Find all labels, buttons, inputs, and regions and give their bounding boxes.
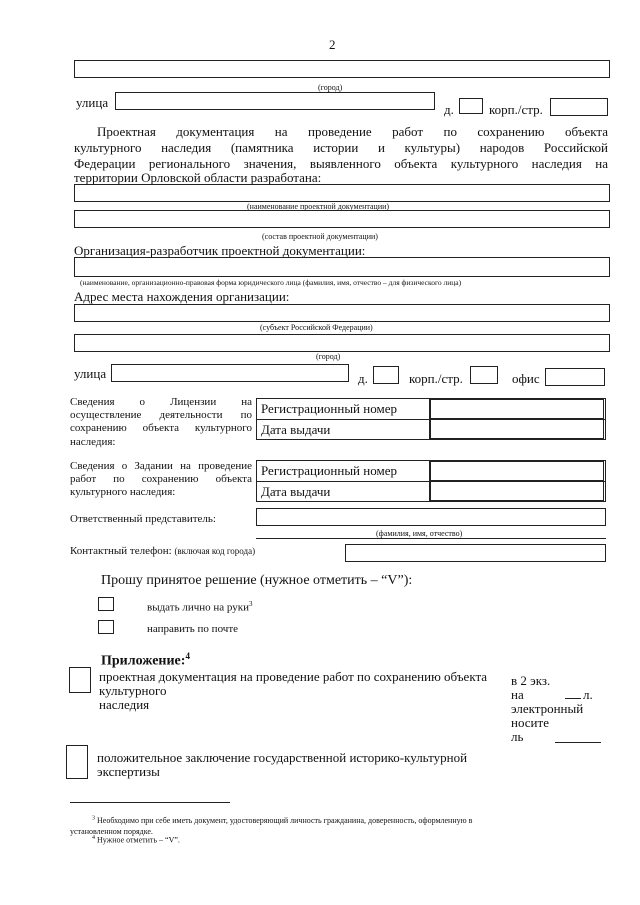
page-number: 2 — [329, 37, 336, 52]
office-field[interactable] — [545, 368, 605, 386]
copies-carrier-end: ль — [511, 729, 524, 744]
house-field[interactable] — [459, 98, 483, 114]
task-line-1: Сведения о Задании на проведение — [70, 460, 252, 472]
intro-line-2: культурного наследия (памятника истории и культуры) народов Российской — [74, 140, 608, 155]
appendix-item1-checkbox[interactable] — [69, 667, 91, 693]
street-label: улица — [76, 95, 109, 110]
city-field[interactable] — [74, 60, 610, 78]
intro-line-3: Федерации регионального значения, выявленного объекта культурного наследия на — [74, 156, 608, 171]
task-line-3: культурного наследия: — [70, 486, 176, 498]
carrier-blank[interactable] — [555, 742, 601, 743]
footnote-4 — [92, 835, 180, 845]
in-person-label — [147, 600, 253, 614]
street-label-2: улица — [74, 366, 107, 381]
copies-sheets: л. — [583, 687, 593, 702]
footnote-3-num: 3 — [92, 815, 95, 821]
house-label: д. — [444, 102, 454, 117]
in-person-text: выдать лично на руки — [147, 601, 250, 614]
appendix-title-text: Приложение: — [101, 653, 186, 669]
license-line-2: осуществление деятельности по — [70, 409, 252, 421]
building-field[interactable] — [550, 98, 608, 116]
intro-line-4: территории Орловской области разработана: — [74, 170, 322, 185]
appendix-item2-checkbox[interactable] — [66, 745, 88, 779]
footnote-4-num: 4 — [92, 835, 95, 841]
appendix-item1-line1: проектная документация на проведение работ по сохранению объекта — [99, 669, 488, 684]
responsible-field[interactable] — [256, 508, 606, 526]
phone-hint: (включая код города) — [174, 546, 256, 556]
developer-field[interactable] — [74, 257, 610, 277]
building-label: корп./стр. — [489, 102, 543, 117]
city-field-2[interactable] — [74, 334, 610, 352]
task-date-label: Дата выдачи — [261, 484, 331, 499]
phone-field[interactable] — [345, 544, 606, 562]
city-caption-2: (город) — [316, 352, 341, 361]
footnote-3 — [70, 813, 590, 837]
intro-line-1: Проектная документация на проведение работ по сохранению объекта — [97, 124, 608, 139]
phone-label — [70, 545, 255, 557]
building-field-2[interactable] — [470, 366, 498, 384]
task-reg-field[interactable] — [430, 461, 604, 481]
appendix-item2-line2: экспертизы — [97, 764, 160, 779]
doc-composition-field[interactable] — [74, 210, 610, 228]
license-reg-field[interactable] — [430, 399, 604, 419]
appendix-item2-line1: положительное заключение государственной историко-культурной — [97, 750, 468, 765]
license-line-3: сохранению объекта культурного — [70, 422, 252, 434]
fio-underline — [256, 538, 606, 539]
appendix-title — [101, 651, 190, 670]
phone-label-text: Контактный телефон: — [70, 545, 172, 557]
license-line-1: Сведения о Лицензии на — [70, 396, 252, 408]
task-date-field[interactable] — [430, 481, 604, 501]
footnote-3-line2: установленном порядке. — [70, 826, 153, 836]
city-caption: (город) — [318, 83, 343, 92]
license-date-label: Дата выдачи — [261, 422, 331, 437]
request-label: Прошу принятое решение (нужное отметить – “V”): — [101, 573, 413, 588]
copies-carrier: носите — [511, 715, 549, 730]
doc-composition-caption: (состав проектной документации) — [262, 232, 378, 241]
task-reg-label: Регистрационный номер — [261, 463, 397, 478]
sheets-blank[interactable] — [565, 698, 581, 699]
street-field-2[interactable] — [111, 364, 349, 382]
house-field-2[interactable] — [373, 366, 399, 384]
street-field[interactable] — [115, 92, 435, 110]
subject-field[interactable] — [74, 304, 610, 322]
in-person-footnote-ref: 3 — [249, 600, 253, 608]
developer-caption: (наименование, организационно-правовая форма юридического лица (фамилия, имя, отчество – для физического лица) — [80, 278, 462, 287]
copies-count: в 2 экз. — [511, 673, 551, 688]
fio-caption: (фамилия, имя, отчество) — [376, 529, 463, 538]
footnote-3-line1: Необходимо при себе иметь документ, удостоверяющий личность гражданина, доверенность, оформленную в — [97, 815, 473, 825]
license-line-4: наследия: — [70, 436, 116, 448]
appendix-item1-line2: культурного — [99, 683, 167, 698]
developer-label: Организация-разработчик проектной документации: — [74, 243, 366, 258]
by-mail-label: направить по почте — [147, 623, 239, 635]
footnote-separator — [70, 802, 230, 803]
appendix-item1-line3: наследия — [99, 697, 150, 712]
copies-on: на — [511, 687, 524, 702]
appendix-footnote-ref: 4 — [185, 651, 190, 661]
doc-name-caption: (наименование проектной документации) — [247, 202, 390, 211]
building-label-2: корп./стр. — [409, 371, 463, 386]
footnote-4-text: Нужное отметить – “V”. — [97, 835, 180, 845]
license-reg-label: Регистрационный номер — [261, 401, 397, 416]
office-label: офис — [512, 371, 540, 386]
license-date-field[interactable] — [430, 419, 604, 439]
doc-name-field[interactable] — [74, 184, 610, 202]
subject-caption: (субъект Российской Федерации) — [260, 323, 373, 332]
in-person-checkbox[interactable] — [98, 597, 114, 611]
responsible-label: Ответственный представитель: — [70, 513, 216, 525]
address-label: Адрес места нахождения организации: — [74, 289, 290, 304]
task-line-2: работ по сохранению объекта — [70, 473, 252, 485]
house-label-2: д. — [358, 371, 368, 386]
by-mail-checkbox[interactable] — [98, 620, 114, 634]
copies-electronic: электронный — [511, 701, 584, 716]
